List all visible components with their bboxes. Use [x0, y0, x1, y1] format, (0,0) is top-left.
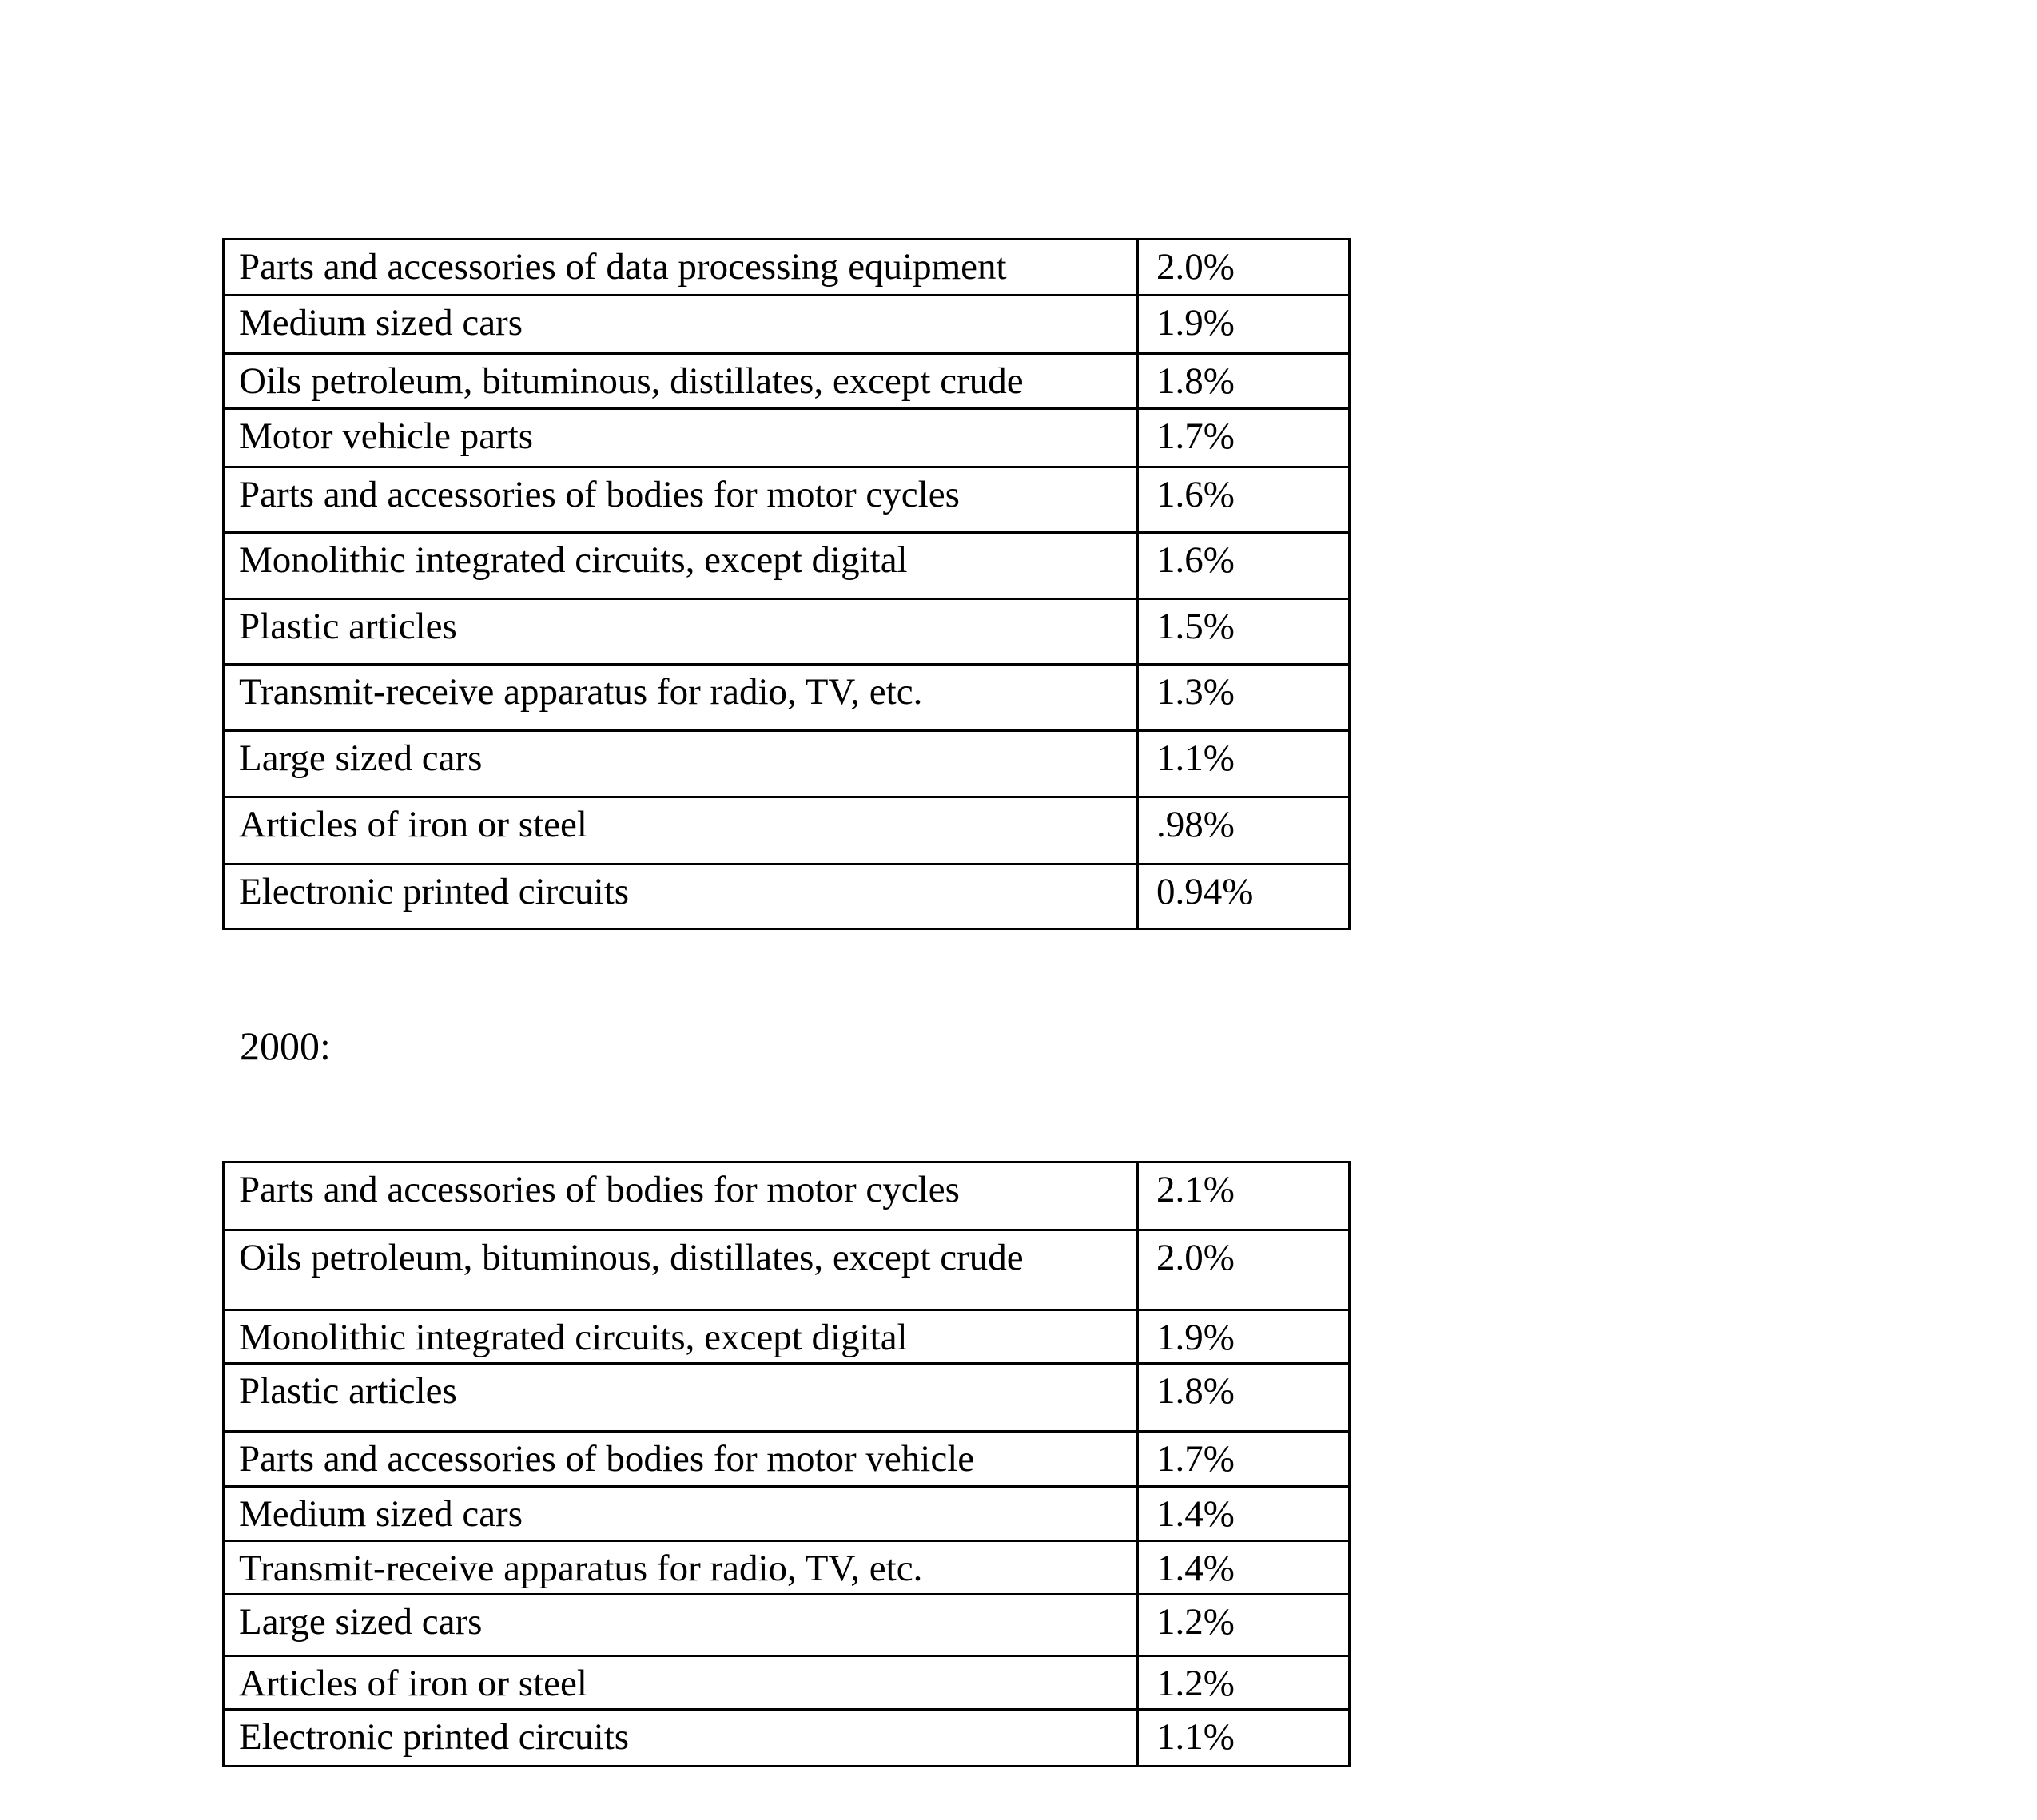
item-value: 1.9%	[1138, 1310, 1350, 1364]
item-value: 1.8%	[1138, 1364, 1350, 1432]
item-label: Medium sized cars	[224, 296, 1138, 354]
table-row	[224, 354, 1350, 409]
item-value: 2.1%	[1138, 1162, 1350, 1230]
table-row	[224, 1310, 1350, 1364]
item-value: .98%	[1138, 797, 1350, 864]
table-row	[224, 409, 1350, 467]
item-label: Oils petroleum, bituminous, distillates, except crude	[224, 1230, 1138, 1310]
table-row	[224, 240, 1350, 296]
item-value: 1.2%	[1138, 1655, 1350, 1709]
ranking-table-2000	[222, 1161, 1351, 1767]
table-row	[224, 467, 1350, 533]
item-value: 1.6%	[1138, 533, 1350, 599]
item-label: Articles of iron or steel	[224, 797, 1138, 864]
section-label-2000: 2000:	[240, 1023, 331, 1068]
table-row	[224, 1655, 1350, 1709]
item-value: 1.7%	[1138, 1432, 1350, 1487]
table-row	[224, 864, 1350, 929]
table-row	[224, 1432, 1350, 1487]
table-row	[224, 1710, 1350, 1766]
item-label: Plastic articles	[224, 1364, 1138, 1432]
item-label: Electronic printed circuits	[224, 864, 1138, 929]
item-label: Large sized cars	[224, 1594, 1138, 1655]
item-label: Parts and accessories of bodies for motor vehicle	[224, 1432, 1138, 1487]
table-row	[224, 665, 1350, 731]
item-value: 1.7%	[1138, 409, 1350, 467]
item-value: 1.1%	[1138, 731, 1350, 797]
item-label: Monolithic integrated circuits, except digital	[224, 533, 1138, 599]
item-label: Medium sized cars	[224, 1487, 1138, 1540]
item-value: 2.0%	[1138, 240, 1350, 296]
item-label: Transmit-receive apparatus for radio, TV, etc.	[224, 1540, 1138, 1594]
item-label: Oils petroleum, bituminous, distillates, except crude	[224, 354, 1138, 409]
table-row	[224, 599, 1350, 665]
item-value: 2.0%	[1138, 1230, 1350, 1310]
item-label: Articles of iron or steel	[224, 1655, 1138, 1709]
item-label: Plastic articles	[224, 599, 1138, 665]
item-value: 1.3%	[1138, 665, 1350, 731]
item-value: 1.2%	[1138, 1594, 1350, 1655]
item-label: Parts and accessories of bodies for motor cycles	[224, 467, 1138, 533]
item-value: 1.8%	[1138, 354, 1350, 409]
table-row	[224, 1162, 1350, 1230]
item-label: Electronic printed circuits	[224, 1710, 1138, 1766]
table-row	[224, 1594, 1350, 1655]
table-row	[224, 533, 1350, 599]
table-row	[224, 1364, 1350, 1432]
item-label: Motor vehicle parts	[224, 409, 1138, 467]
item-label: Parts and accessories of bodies for motor cycles	[224, 1162, 1138, 1230]
table-row	[224, 1487, 1350, 1540]
table-row	[224, 1540, 1350, 1594]
table-row	[224, 731, 1350, 797]
item-label: Monolithic integrated circuits, except digital	[224, 1310, 1138, 1364]
item-value: 1.5%	[1138, 599, 1350, 665]
ranking-table-top	[222, 238, 1351, 930]
item-label: Parts and accessories of data processing equipment	[224, 240, 1138, 296]
item-value: 1.6%	[1138, 467, 1350, 533]
item-value: 1.4%	[1138, 1540, 1350, 1594]
item-value: 1.4%	[1138, 1487, 1350, 1540]
item-label: Large sized cars	[224, 731, 1138, 797]
item-value: 0.94%	[1138, 864, 1350, 929]
item-label: Transmit-receive apparatus for radio, TV, etc.	[224, 665, 1138, 731]
table-row	[224, 1230, 1350, 1310]
item-value: 1.1%	[1138, 1710, 1350, 1766]
table-row	[224, 797, 1350, 864]
item-value: 1.9%	[1138, 296, 1350, 354]
table-row	[224, 296, 1350, 354]
